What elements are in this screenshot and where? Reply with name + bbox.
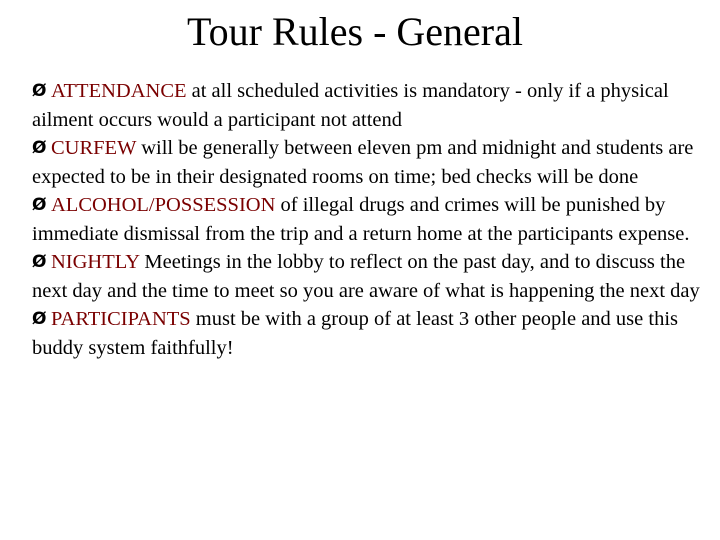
- rule-keyword: ALCOHOL/POSSESSION: [51, 194, 276, 216]
- rule-keyword: ATTENDANCE: [51, 80, 187, 102]
- arrow-bullet-icon: Ø: [32, 195, 47, 215]
- rule-text: of illegal drugs and crimes will be punished by immediate dismissal from the trip and a return home at the participants expense.: [32, 194, 690, 245]
- rule-text: must be with a group of at least 3 other people and use this buddy system faithfully!: [32, 308, 679, 359]
- rule-item-attendance: [32, 77, 702, 134]
- rule-item-alcohol: [32, 191, 702, 248]
- arrow-bullet-icon: Ø: [32, 81, 47, 101]
- rule-keyword: PARTICIPANTS: [51, 308, 191, 330]
- rules-list: [32, 77, 702, 362]
- arrow-bullet-icon: Ø: [32, 252, 47, 272]
- rule-item-nightly: [32, 248, 702, 305]
- rule-text: at all scheduled activities is mandatory - only if a physical ailment occurs would a participant not attend: [32, 80, 669, 131]
- rule-text: will be generally between eleven pm and midnight and students are expected to be in their designated rooms on time; bed checks will be done: [32, 137, 694, 188]
- rule-item-curfew: [32, 134, 702, 191]
- arrow-bullet-icon: Ø: [32, 309, 47, 329]
- rule-keyword: CURFEW: [51, 137, 137, 159]
- rule-keyword: NIGHTLY: [51, 251, 140, 273]
- rule-text: Meetings in the lobby to reflect on the past day, and to discuss the next day and the time to meet so you are aware of what is happening the next day: [32, 251, 700, 302]
- slide-title: Tour Rules - General: [187, 9, 523, 54]
- arrow-bullet-icon: Ø: [32, 138, 47, 158]
- rule-item-participants: [32, 305, 702, 362]
